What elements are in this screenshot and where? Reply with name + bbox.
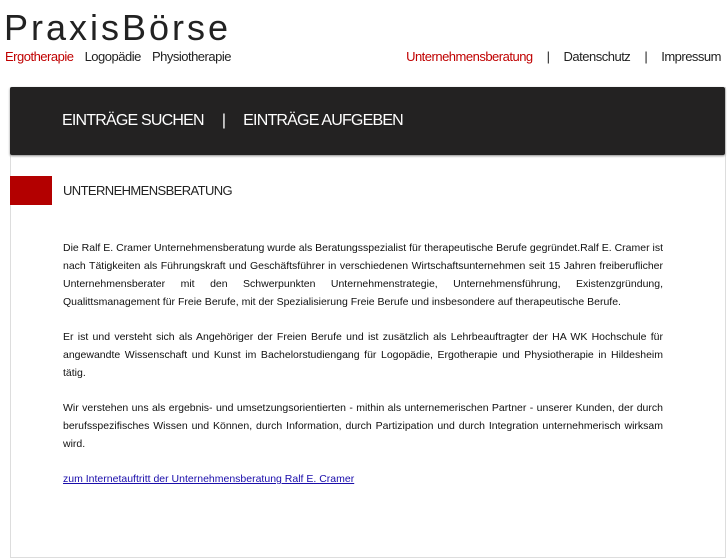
category-physiotherapie[interactable]: Physiotherapie [151, 49, 231, 64]
section-title: UNTERNEHMENSBERATUNG [63, 183, 233, 198]
section-marker [10, 176, 52, 205]
site-logo[interactable]: PraxisBörse [4, 7, 232, 48]
nav-eintraege-suchen[interactable]: EINTRÄGE SUCHEN [62, 112, 204, 129]
top-nav-impressum[interactable]: Impressum [661, 49, 721, 64]
external-link[interactable]: zum Internetauftritt der Unternehmensberatung Ralf E. Cramer [63, 473, 355, 485]
category-links [5, 49, 239, 65]
separator: | [546, 49, 550, 64]
separator: | [221, 112, 226, 129]
paragraph: Er ist und versteht sich als Angehöriger der Freien Berufe und ist zusätzlich als Lehrbeauftragter der HA WK Hochschule für angewandte Wissenschaft und Kunst im Bachelorstudiengang für Logopädie, Ergotherapie und Physiotherapie in Hildesheim tätig. [63, 331, 663, 379]
main-nav-bar [10, 87, 725, 155]
separator: | [644, 49, 648, 64]
paragraph: Wir verstehen uns als ergebnis- und umsetzungsorientierten - mithin als unternemerischen Partner - unserer Kunden, der durch berufsspezifisches Wissen und Können, durch Information, durch Partizipation und durch Integration unternehmerisch wirksam wird. [63, 402, 663, 450]
category-ergotherapie[interactable]: Ergotherapie [5, 49, 74, 64]
content-text [63, 239, 663, 505]
category-logopaedie[interactable]: Logopädie [84, 49, 141, 64]
top-nav-unternehmensberatung[interactable]: Unternehmensberatung [406, 49, 533, 64]
nav-eintraege-aufgeben[interactable]: EINTRÄGE AUFGEBEN [243, 112, 403, 129]
top-nav [406, 49, 721, 65]
top-nav-datenschutz[interactable]: Datenschutz [563, 49, 631, 64]
paragraph: Die Ralf E. Cramer Unternehmensberatung wurde als Beratungsspezialist für therapeutische Berufe gegründet.Ralf E. Cramer ist nach Tätigkeiten als Führungskraft und Geschäftsführer in verschiedenen Wirtschaftsunternehmen seit 15 Jahren freiberuflicher Unternehmensberater mit den Schwerpunkten Unternehmenstrategie, Unternehmensführung, Existenzgründung, Qualittsmanagement für Freie Berufe, mit der Spezialisierung Freie Berufe und insbesondere auf therapeutische Berufe. [63, 242, 663, 308]
